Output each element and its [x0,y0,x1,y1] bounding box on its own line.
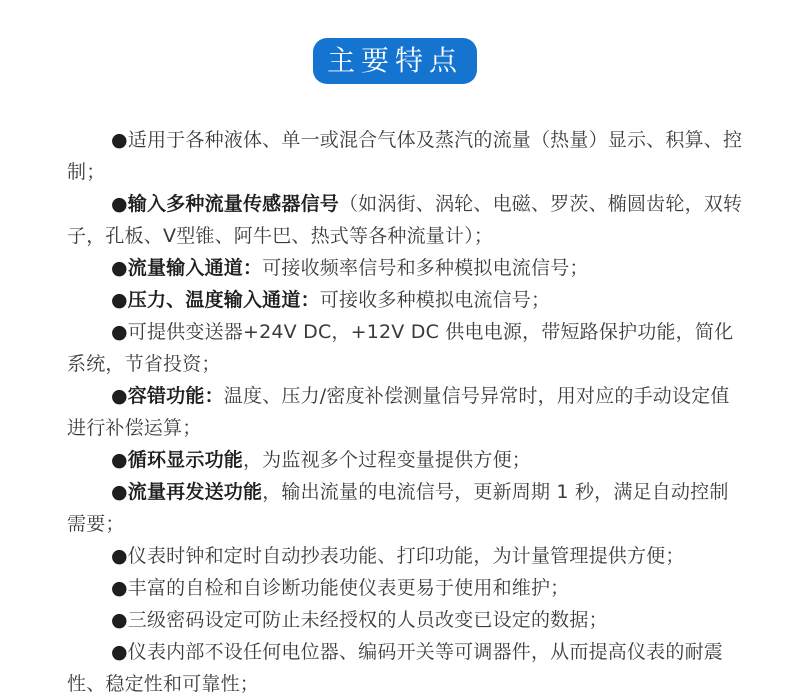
feature-text: 丰富的自检和自诊断功能使仪表更易于使用和维护； [127,577,570,599]
feature-text: 可接收频率信号和多种模拟电流信号； [262,257,589,279]
feature-lead: 流量输入通道： [127,257,263,279]
bullet-icon: ● [111,481,128,503]
feature-lead: 压力、温度输入通道： [127,289,320,311]
feature-text: （如涡街、涡轮、电磁、罗茨、椭圆齿轮，双转子，孔板、V型锥、阿牛巴、热式等各种流量计）； [67,193,743,247]
feature-item [67,284,747,316]
bullet-icon: ● [111,449,128,471]
feature-lead: 容错功能： [127,385,224,407]
feature-text: 可接收多种模拟电流信号； [319,289,551,311]
feature-text: 适用于各种液体、单一或混合气体及蒸汽的流量（热量）显示、积算、控制； [67,129,743,183]
feature-list [67,124,747,700]
feature-item [67,380,747,444]
feature-lead: 循环显示功能 [127,449,243,471]
bullet-icon: ● [111,609,128,631]
bullet-icon: ● [111,289,128,311]
bullet-icon: ● [111,385,128,407]
feature-text: ，输出流量的电流信号，更新周期 1 秒，满足自动控制需要； [67,481,729,535]
bullet-icon: ● [111,577,128,599]
feature-item [67,252,747,284]
feature-lead: 流量再发送功能 [127,481,263,503]
title-area [0,38,790,84]
bullet-icon: ● [111,257,128,279]
feature-item [67,540,747,572]
bullet-icon: ● [111,193,128,215]
feature-text: 仪表时钟和定时自动抄表功能、打印功能，为计量管理提供方便； [127,545,685,567]
feature-text: 可提供变送器+24V DC，+12V DC 供电电源，带短路保护功能，简化系统，节省投资； [67,321,734,375]
feature-item [67,124,747,188]
feature-text: 仪表内部不设任何电位器、编码开关等可调器件，从而提高仪表的耐震性、稳定性和可靠性； [67,641,723,695]
bullet-icon: ● [111,641,128,663]
feature-text: 三级密码设定可防止未经授权的人员改变已设定的数据； [127,609,608,631]
feature-item [67,572,747,604]
feature-item [67,316,747,380]
bullet-icon: ● [111,545,128,567]
bullet-icon: ● [111,321,128,343]
feature-item [67,636,747,700]
feature-item [67,444,747,476]
feature-lead: 输入多种流量传感器信号 [127,193,339,215]
feature-text: ，为监视多个过程变量提供方便； [242,449,531,471]
feature-text: 温度、压力/密度补偿测量信号异常时，用对应的手动设定值进行补偿运算； [67,385,730,439]
page-title: 主要特点 [313,38,477,84]
feature-item [67,604,747,636]
feature-item [67,476,747,540]
feature-item [67,188,747,252]
bullet-icon: ● [111,129,128,151]
